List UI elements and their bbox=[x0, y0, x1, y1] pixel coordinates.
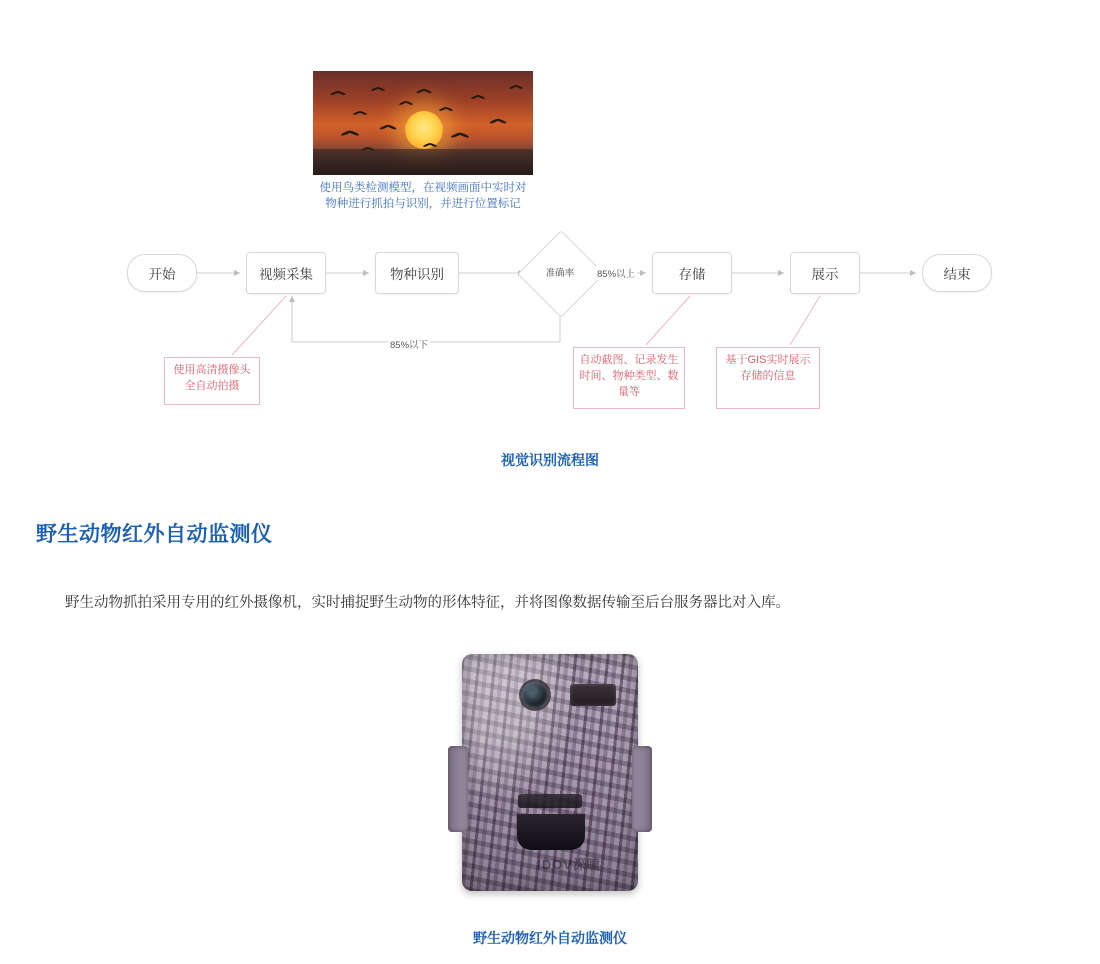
annotation-capture: 自动截图、记录发生时间、物种类型、数量等 bbox=[573, 347, 685, 409]
flow-node-species-recognition-label: 物种识别 bbox=[390, 267, 444, 282]
edge-label-accuracy-above: 85%以上 bbox=[595, 266, 637, 280]
camera-latch bbox=[517, 814, 585, 850]
infrared-led-panel bbox=[570, 684, 616, 706]
annotation-gis: 基于GIS实时展示存储的信息 bbox=[716, 347, 820, 409]
camera-strap-left bbox=[448, 746, 468, 832]
flow-node-start[interactable] bbox=[127, 254, 197, 292]
flow-node-accuracy-decision[interactable] bbox=[518, 243, 602, 303]
flow-node-storage[interactable] bbox=[652, 252, 732, 294]
photo-caption-line1: 使用鸟类检测模型，在视频画面中实时对 bbox=[319, 182, 527, 194]
camera-strap-right bbox=[632, 746, 652, 832]
motion-sensor-strip bbox=[518, 794, 582, 808]
flow-node-storage-label: 存储 bbox=[678, 267, 706, 282]
section-heading: 野生动物红外自动监测仪 bbox=[36, 523, 273, 546]
camera-brand-label: IDOV深瞳 bbox=[537, 857, 601, 872]
flow-node-end[interactable] bbox=[922, 254, 992, 292]
flow-node-video-capture[interactable] bbox=[246, 252, 326, 294]
flow-node-display-label: 展示 bbox=[811, 267, 839, 282]
flow-node-display[interactable] bbox=[790, 252, 860, 294]
camera-lens-icon bbox=[522, 682, 548, 708]
photo-caption-line2: 物种进行抓拍与识别，并进行位置标记 bbox=[325, 198, 521, 210]
flowchart-caption: 视觉识别流程图 bbox=[501, 452, 599, 468]
edge-label-accuracy-below: 85%以下 bbox=[388, 337, 430, 351]
device-caption: 野生动物红外自动监测仪 bbox=[473, 930, 627, 946]
flow-node-species-recognition[interactable] bbox=[375, 252, 459, 294]
trail-camera-image bbox=[440, 654, 660, 904]
annotation-camera: 使用高清摄像头全自动拍摄 bbox=[164, 357, 260, 405]
flow-node-video-capture-label: 视频采集 bbox=[259, 267, 313, 282]
section-paragraph: 野生动物抓拍采用专用的红外摄像机，实时捕捉野生动物的形体特征，并将图像数据传输至后台服务器比对入库。 bbox=[65, 595, 790, 611]
flow-node-accuracy-decision-label: 准确率 bbox=[545, 268, 575, 279]
flow-node-end-label: 结束 bbox=[943, 267, 971, 282]
flow-node-start-label: 开始 bbox=[148, 267, 176, 282]
camera-body bbox=[462, 654, 638, 891]
